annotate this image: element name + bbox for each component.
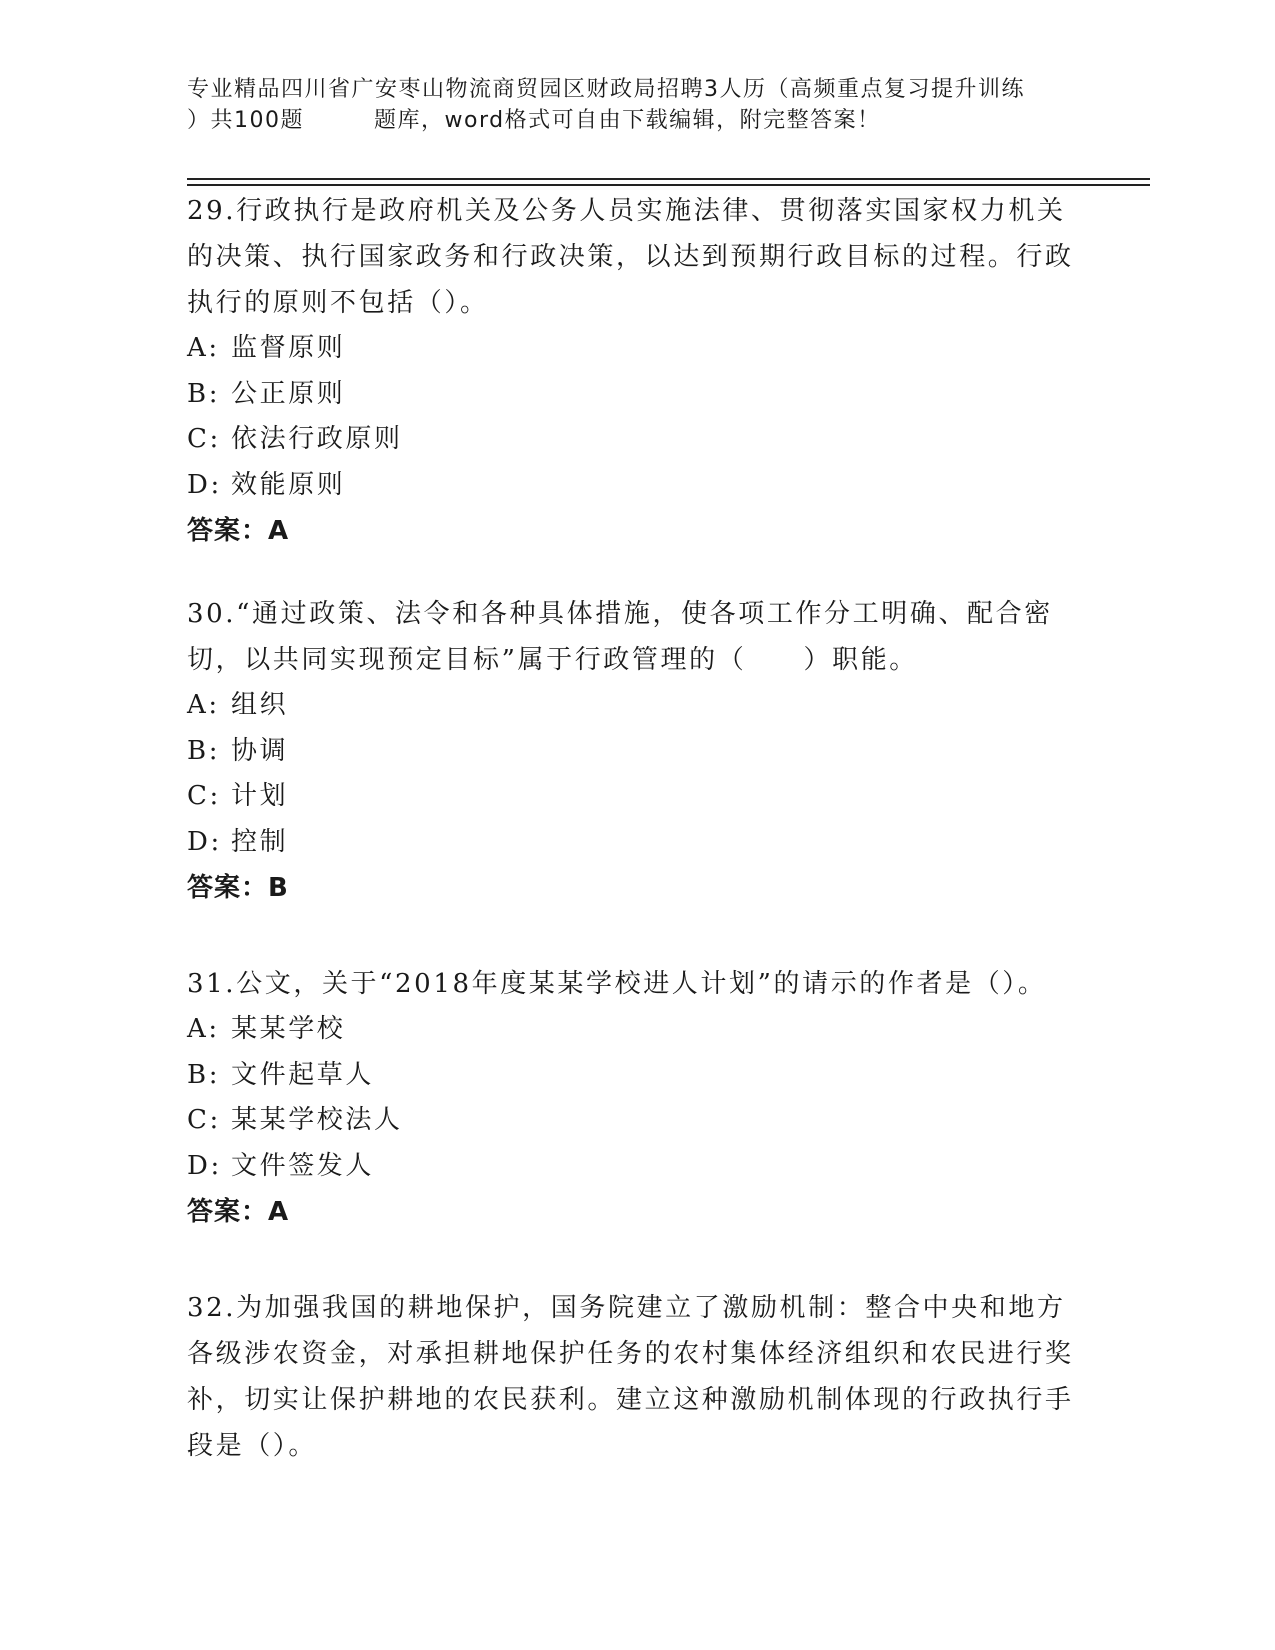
option-text: 文件签发人 [231, 1150, 375, 1181]
option-letter: C: [187, 781, 221, 811]
option-text: 控制 [231, 826, 289, 857]
question-29 [187, 188, 1087, 554]
option-text: 某某学校 [231, 1014, 346, 1044]
option-letter: A: [187, 333, 220, 363]
option-c [187, 1098, 1047, 1144]
question-text: 31.公文，关于“2018年度某某学校进人计划”的请示的作者是（）。 [187, 969, 1047, 999]
option-letter: D: [187, 469, 222, 500]
option-b [187, 729, 1087, 775]
option-d [187, 820, 1087, 866]
option-text: 公正原则 [231, 378, 346, 409]
question-31 [187, 961, 1047, 1235]
header-count: ）共100题 [187, 108, 304, 133]
option-a [187, 326, 1087, 372]
header-divider-top [187, 178, 1150, 180]
header-divider-bottom [187, 184, 1150, 186]
option-text: 文件起草人 [231, 1059, 375, 1090]
answer-label: 答案：A [187, 516, 290, 546]
option-a [187, 683, 1087, 729]
option-letter: B: [187, 735, 221, 766]
option-letter: B: [187, 378, 221, 409]
header-title-line-1: 专业精品四川省广安枣山物流商贸园区财政局招聘3人历（高频重点复习提升训练 [187, 77, 1025, 102]
option-d [187, 463, 1087, 509]
option-letter: A: [187, 1014, 220, 1044]
option-c [187, 774, 1087, 820]
option-text: 监督原则 [231, 333, 346, 363]
question-text: 30.“通过政策、法令和各种具体措施，使各项工作分工明确、配合密切，以共同实现预定目标”属于行政管理的（ ）职能。 [187, 599, 1053, 675]
option-c [187, 417, 1087, 463]
option-text: 依法行政原则 [231, 424, 403, 454]
option-text: 效能原则 [231, 469, 346, 500]
option-a [187, 1007, 1047, 1053]
answer-label: 答案：B [187, 873, 289, 903]
option-d [187, 1144, 1047, 1190]
option-letter: D: [187, 1150, 222, 1181]
option-text: 组织 [231, 690, 289, 720]
option-letter: C: [187, 1105, 221, 1135]
question-text: 29.行政执行是政府机关及公务人员实施法律、贯彻落实国家权力机关的决策、执行国家政务和行政决策，以达到预期行政目标的过程。行政执行的原则不包括（）。 [187, 196, 1074, 318]
option-text: 计划 [231, 781, 289, 811]
option-letter: A: [187, 690, 220, 720]
option-letter: D: [187, 826, 222, 857]
option-text: 某某学校法人 [231, 1105, 403, 1135]
answer-label: 答案：A [187, 1197, 290, 1227]
option-b [187, 1053, 1047, 1099]
question-32 [187, 1285, 1087, 1469]
option-letter: B: [187, 1059, 221, 1090]
question-text: 32.为加强我国的耕地保护，国务院建立了激励机制：整合中央和地方各级涉农资金，对承担耕地保护任务的农村集体经济组织和农民进行奖补，切实让保护耕地的农民获利。建立这种激励机制体现的行政执行手段是（）。 [187, 1293, 1074, 1461]
option-text: 协调 [231, 735, 289, 766]
question-30 [187, 591, 1087, 911]
document-header [187, 74, 1087, 136]
header-title-line-2 [187, 105, 1087, 136]
option-letter: C: [187, 424, 221, 454]
option-b [187, 372, 1087, 418]
header-note: 题库，word格式可自由下载编辑，附完整答案！ [374, 108, 881, 133]
